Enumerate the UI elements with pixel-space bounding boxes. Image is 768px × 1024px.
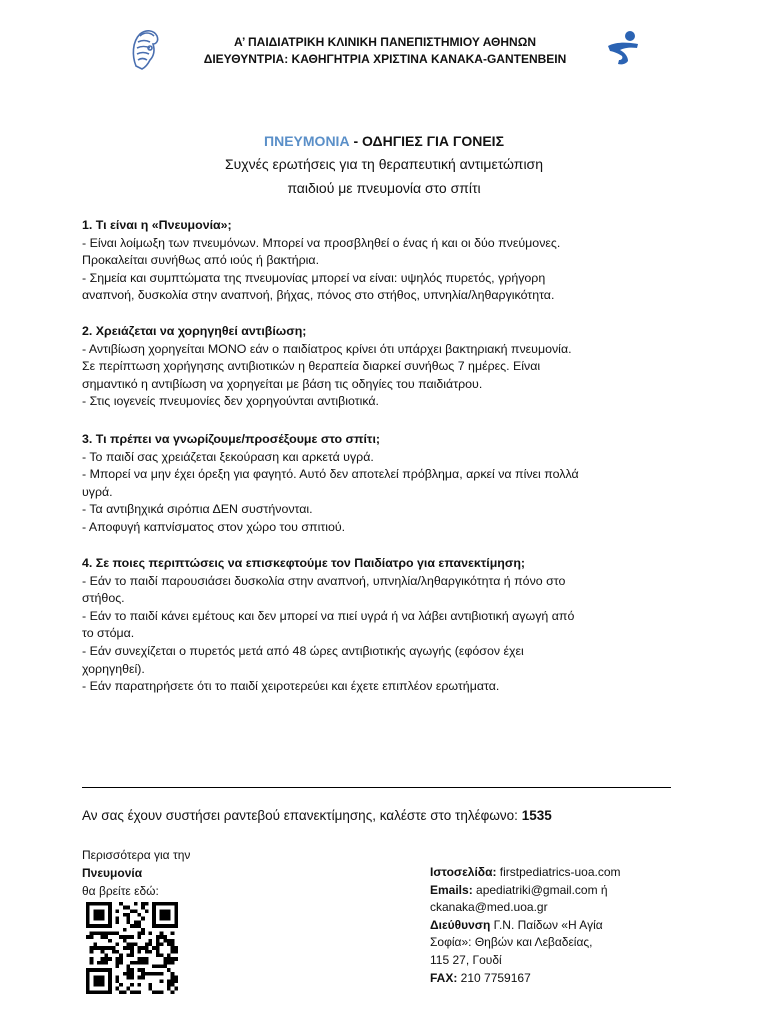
website-row: [430, 864, 680, 882]
section-line: σημαντικό η αντιβίωση να χορηγείται με βάση τις οδηγίες του παιδιάτρου.: [82, 376, 483, 391]
section-1: [82, 217, 682, 305]
section-line: υγρά.: [82, 484, 113, 499]
more-info-line: Περισσότερα για την: [82, 848, 191, 862]
address-line: 115 27, Γουδί: [430, 952, 502, 967]
section-line: το στόμα.: [82, 626, 135, 641]
website-label: Ιστοσελίδα:: [430, 865, 497, 879]
section-line: - Εάν το παιδί κάνει εμέτους και δεν μπορεί να πιεί υγρά ή να λάβει αντιβιοτική αγωγή από: [82, 608, 575, 623]
document-title: [0, 133, 768, 149]
section-line: - Στις ιογενείς πνευμονίες δεν χορηγούνται αντιβιοτικά.: [82, 394, 379, 409]
address-line: Σοφία»: Θηβών και Λεβαδείας,: [430, 935, 593, 950]
section-line: στήθος.: [82, 591, 125, 606]
section-line: χορηγηθεί).: [82, 661, 145, 676]
section-line: - Μπορεί να μην έχει όρεξη για φαγητό. Αυτό δεν αποτελεί πρόβλημα, αρκεί να πίνει πολλά: [82, 467, 579, 482]
section-4: [82, 555, 682, 696]
document-subtitle-line2: παιδιού με πνευμονία στο σπίτι: [287, 180, 481, 196]
more-info-line: Πνευμονία: [82, 866, 143, 880]
section-line: - Το παιδί σας χρειάζεται ξεκούραση και αρκετά υγρά.: [82, 449, 374, 464]
section-line: - Αντιβίωση χορηγείται ΜΟΝΟ εάν ο παιδίατρος κρίνει ότι υπάρχει βακτηριακή πνευμονία.: [82, 341, 572, 356]
email-link-2[interactable]: ckanaka@med.uoa.gr: [430, 900, 548, 915]
section-3: [82, 431, 682, 537]
section-line: Σε περίπτωση χορήγησης αντιβιοτικών η θεραπεία διαρκεί συνήθως 7 ημέρες. Είναι: [82, 359, 541, 374]
section-question: 1. Τι είναι η «Πνευμονία»;: [82, 218, 232, 232]
qr-code[interactable]: [86, 902, 178, 994]
website-link[interactable]: firstpediatrics-uoa.com: [496, 865, 621, 879]
section-line: - Είναι λοίμωξη των πνευμόνων. Μπορεί να προσβληθεί ο ένας ή και οι δύο πνεύμονες.: [82, 235, 561, 250]
callback-phone: 1535: [521, 808, 552, 823]
section-question: 3. Τι πρέπει να γνωρίζουμε/προσέξουμε στο σπίτι;: [82, 432, 381, 446]
section-question: 4. Σε ποιες περιπτώσεις να επισκεφτούμε τον Παιδίατρο για επανεκτίμηση;: [82, 556, 526, 570]
address-label: Διεύθυνση: [430, 917, 491, 932]
title-accent: ΠΝΕΥΜΟΝΙΑ: [264, 133, 350, 149]
section-question: 2. Χρειάζεται να χορηγηθεί αντιβίωση;: [82, 324, 307, 338]
emails-row: [430, 882, 680, 900]
title-rest: - ΟΔΗΓΙΕΣ ΓΙΑ ΓΟΝΕΙΣ: [349, 133, 504, 149]
address-row: [430, 917, 680, 935]
section-line: - Τα αντιβηχικά σιρόπια ΔΕΝ συστήνονται.: [82, 502, 313, 517]
address-line: Γ.Ν. Παίδων «Η Αγία: [490, 917, 603, 932]
contact-info: [430, 864, 680, 987]
section-line: - Σημεία και συμπτώματα της πνευμονίας μπορεί να είναι: υψηλός πυρετός, γρήγορη: [82, 270, 546, 285]
section-line: - Εάν παρατηρήσετε ότι το παιδί χειροτερεύει και έχετε επιπλέον ερωτήματα.: [82, 679, 500, 694]
callback-notice: [82, 808, 552, 823]
university-athena-logo: [128, 26, 162, 72]
callback-text: Αν σας έχουν συστήσει ραντεβού επανεκτίμησης, καλέστε στο τηλέφωνο:: [82, 808, 522, 823]
child-figure-logo: [604, 28, 644, 68]
emails-label: Emails:: [430, 882, 473, 897]
section-line: - Εάν το παιδί παρουσιάσει δυσκολία στην αναπνοή, υπνηλία/ληθαργικότητα ή πόνο στο: [82, 573, 566, 588]
section-line: - Εάν συνεχίζεται ο πυρετός μετά από 48 ώρες αντιβιοτικής αγωγής (εφόσον έχει: [82, 643, 524, 658]
fax-label: FAX:: [430, 970, 458, 985]
fax-number: 210 7759167: [457, 970, 531, 985]
clinic-director: ΔΙΕΥΘΥΝΤΡΙΑ: ΚΑΘΗΓΗΤΡΙΑ ΧΡΙΣΤΙΝΑ ΚΑΝΑΚΑ-GANTENBEIN: [203, 52, 567, 66]
document-subtitle-line1: Συχνές ερωτήσεις για τη θεραπευτική αντιμετώπιση: [225, 156, 543, 172]
clinic-name: Α’ ΠΑΙΔΙΑΤΡΙΚΗ ΚΛΙΝΙΚΗ ΠΑΝΕΠΙΣΤΗΜΙΟΥ ΑΘΗΝΩΝ: [233, 35, 537, 49]
section-line: Προκαλείται συνήθως από ιούς ή βακτήρια.: [82, 253, 320, 268]
fax-row: [430, 970, 680, 988]
section-2: [82, 323, 682, 411]
more-info: [82, 846, 262, 900]
more-info-line: θα βρείτε εδώ:: [82, 884, 159, 898]
section-line: - Αποφυγή καπνίσματος στον χώρο του σπιτιού.: [82, 519, 346, 534]
section-line: αναπνοή, δυσκολία στην αναπνοή, βήχας, πόνος στο στήθος, υπνηλία/ληθαργικότητα.: [82, 288, 555, 303]
email-link-1[interactable]: apediatriki@gmail.com ή: [472, 882, 608, 897]
divider: [82, 787, 671, 788]
